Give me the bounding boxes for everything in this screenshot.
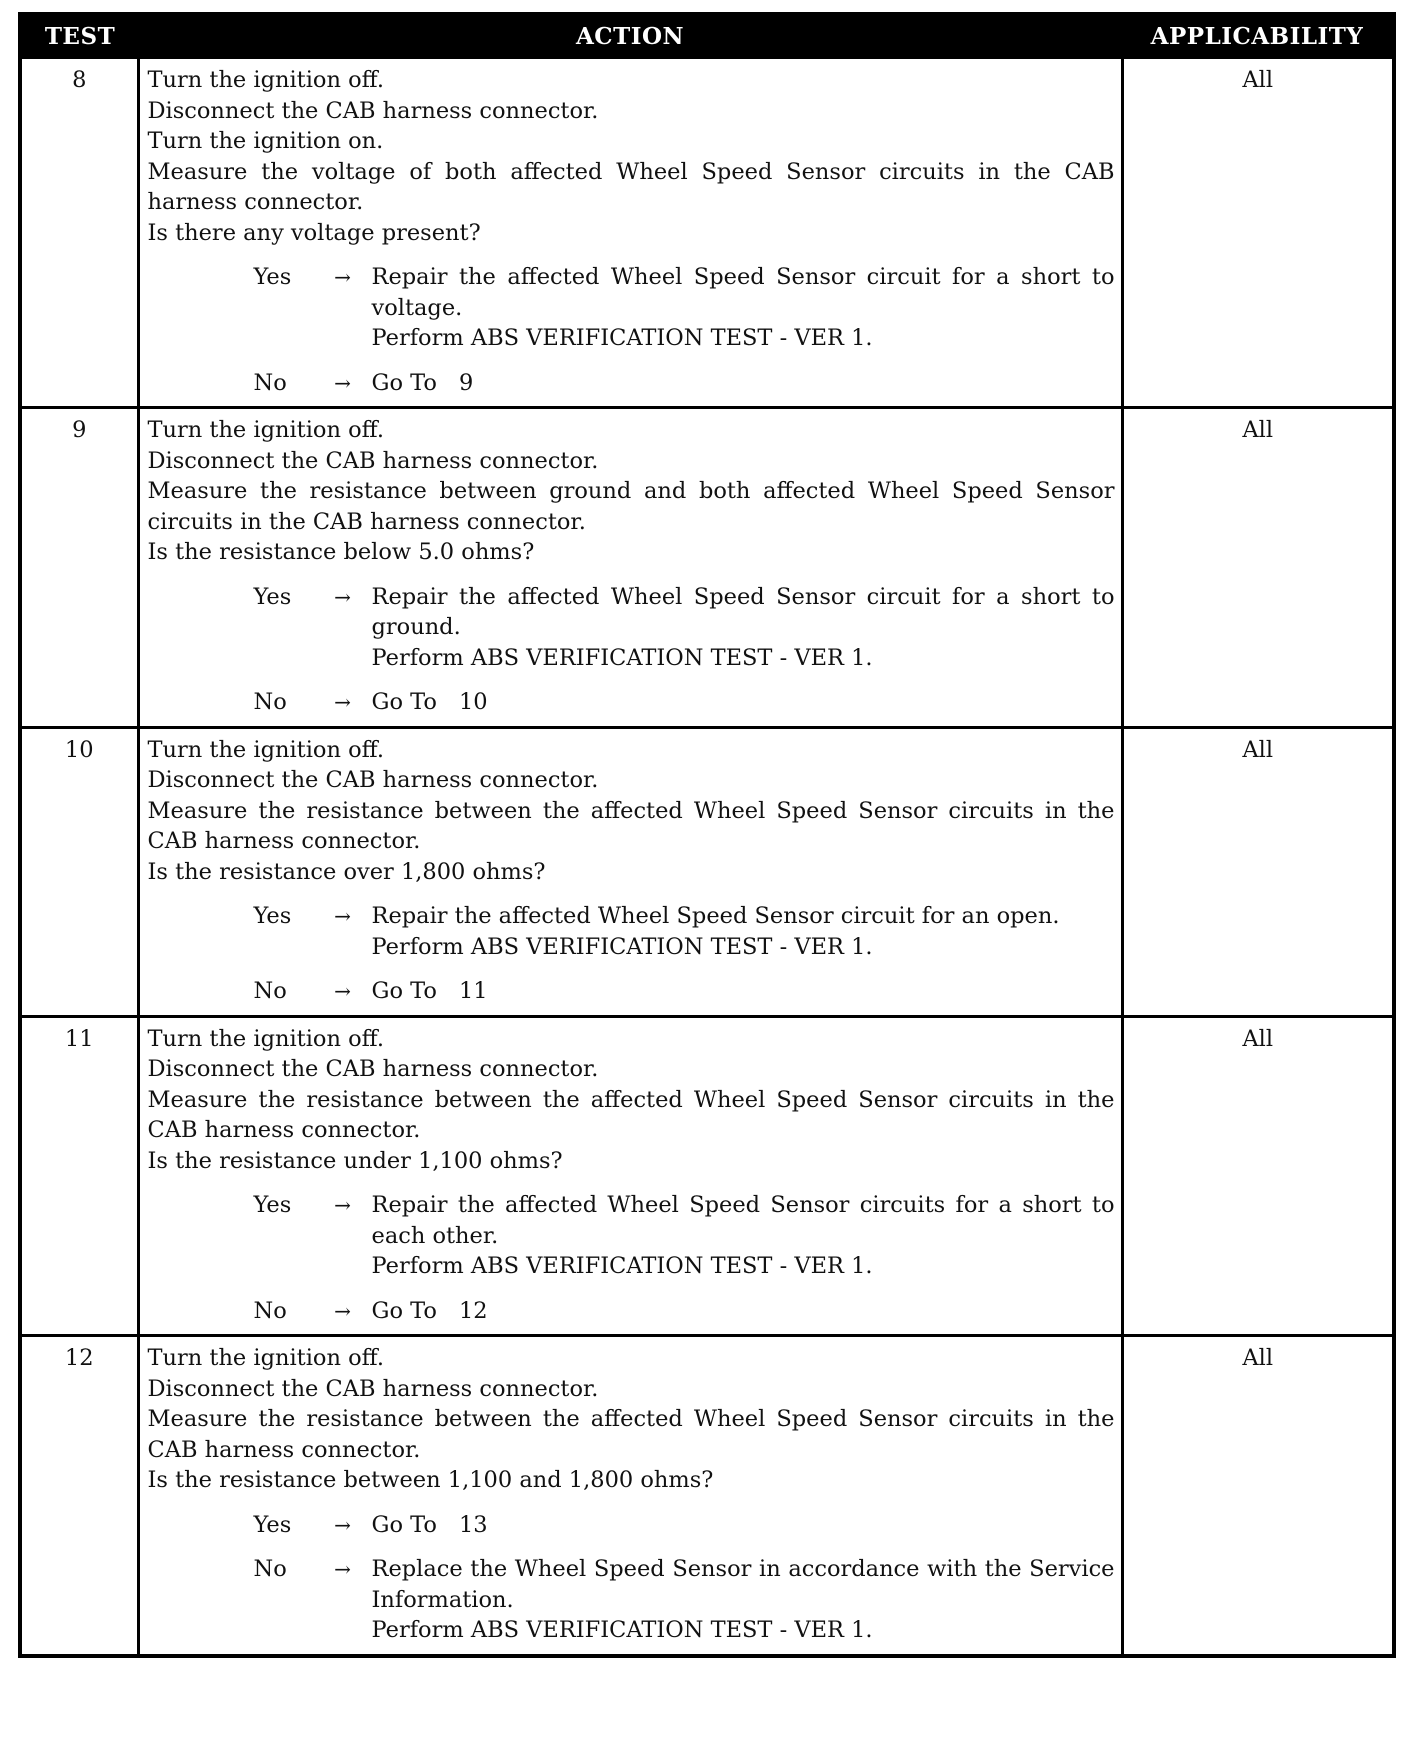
goto-text: Go To (371, 978, 437, 1004)
applicability-value: All (1122, 1336, 1394, 1656)
no-result (148, 976, 1115, 1007)
yes-outcome (372, 901, 1115, 962)
action-step: Disconnect the CAB harness connector. (147, 1375, 599, 1402)
goto-test-number: 12 (458, 1297, 488, 1324)
action-step: Measure the resistance between the affected Wheel Speed Sensor circuits in the CAB harness connector. (147, 1406, 1115, 1463)
arrow-icon: → (334, 1193, 351, 1217)
action-step: Disconnect the CAB harness connector. (147, 97, 599, 124)
no-outcome (372, 976, 1115, 1007)
header-applicability: APPLICABILITY (1122, 14, 1394, 58)
outcome-line: Repair the affected Wheel Speed Sensor circuits for a short to each other. (371, 1192, 1115, 1249)
outcome-line: Perform ABS VERIFICATION TEST - VER 1. (371, 325, 873, 351)
arrow-icon: → (334, 370, 351, 395)
no-label: No (253, 1556, 287, 1582)
test-number: 8 (20, 58, 138, 408)
arrow-icon: → (334, 979, 351, 1003)
outcome-line: Repair the affected Wheel Speed Sensor circuit for a short to ground. (371, 583, 1115, 640)
goto-test-number: 10 (458, 689, 488, 715)
arrow-icon: → (334, 1512, 351, 1537)
action-cell (138, 58, 1122, 408)
action-step: Is the resistance under 1,100 ohms? (147, 1147, 563, 1174)
yes-outcome (372, 262, 1115, 354)
test-number: 10 (20, 727, 138, 1016)
no-outcome (372, 687, 1115, 718)
goto-test-number: 11 (458, 978, 488, 1004)
action-step: Measure the resistance between the affected Wheel Speed Sensor circuits in the CAB harness connector. (147, 1086, 1115, 1143)
arrow-icon: → (334, 690, 351, 714)
yes-label: Yes (253, 1511, 292, 1538)
arrow-icon: → (334, 265, 351, 289)
yes-label: Yes (253, 1192, 292, 1218)
action-step: Measure the resistance between ground and both affected Wheel Speed Sensor circuits in the CAB harness connector. (147, 478, 1115, 535)
goto-text: Go To (371, 369, 437, 396)
outcome-line: Perform ABS VERIFICATION TEST - VER 1. (371, 1617, 873, 1643)
no-result (148, 1296, 1115, 1327)
yes-label: Yes (253, 583, 292, 610)
action-step: Turn the ignition off. (147, 1025, 384, 1052)
arrow-icon: → (334, 904, 351, 928)
applicability-value: All (1122, 408, 1394, 728)
action-step: Is the resistance below 5.0 ohms? (147, 539, 535, 565)
table-header-row (20, 14, 1394, 58)
no-outcome (372, 368, 1115, 399)
header-test: TEST (20, 14, 138, 58)
action-step: Is the resistance over 1,800 ohms? (147, 858, 546, 885)
no-label: No (253, 978, 287, 1004)
outcome-line: Replace the Wheel Speed Sensor in accordance with the Service Information. (371, 1556, 1115, 1613)
action-step: Turn the ignition off. (147, 417, 384, 443)
no-label: No (253, 689, 287, 715)
test-number: 11 (20, 1016, 138, 1336)
no-outcome (372, 1296, 1115, 1327)
diagnostic-page (18, 12, 1392, 1658)
table-row (20, 1016, 1394, 1336)
action-step: Measure the voltage of both affected Wheel Speed Sensor circuits in the CAB harness connector. (147, 158, 1115, 215)
action-step: Disconnect the CAB harness connector. (147, 447, 599, 474)
yes-outcome (372, 1510, 1115, 1541)
action-cell (138, 727, 1122, 1016)
action-step: Disconnect the CAB harness connector. (147, 767, 599, 793)
yes-label: Yes (253, 903, 292, 929)
yes-result (148, 1190, 1115, 1282)
yes-result (148, 1510, 1115, 1541)
yes-result (148, 262, 1115, 354)
outcome-line: Perform ABS VERIFICATION TEST - VER 1. (371, 1253, 873, 1279)
no-outcome (372, 1554, 1115, 1646)
action-cell (138, 408, 1122, 728)
goto-test-number: 13 (458, 1511, 488, 1538)
header-action: ACTION (138, 14, 1122, 58)
yes-result (148, 901, 1115, 962)
yes-outcome (372, 582, 1115, 674)
no-result (148, 368, 1115, 399)
table-row (20, 1336, 1394, 1656)
action-step: Turn the ignition off. (147, 736, 384, 763)
action-cell (138, 1016, 1122, 1336)
goto-text: Go To (371, 689, 437, 715)
applicability-value: All (1122, 58, 1394, 408)
action-step: Measure the resistance between the affected Wheel Speed Sensor circuits in the CAB harness connector. (147, 797, 1115, 854)
yes-label: Yes (253, 264, 292, 290)
action-step: Turn the ignition on. (147, 128, 384, 154)
action-step: Turn the ignition off. (147, 67, 384, 93)
goto-text: Go To (371, 1511, 437, 1538)
goto-text: Go To (371, 1297, 437, 1324)
applicability-value: All (1122, 727, 1394, 1016)
no-result (148, 687, 1115, 718)
outcome-line: Repair the affected Wheel Speed Sensor circuit for a short to voltage. (371, 264, 1115, 321)
outcome-line: Perform ABS VERIFICATION TEST - VER 1. (371, 644, 873, 671)
arrow-icon: → (334, 584, 351, 609)
yes-outcome (372, 1190, 1115, 1282)
action-step: Disconnect the CAB harness connector. (147, 1056, 599, 1082)
action-step: Is the resistance between 1,100 and 1,800 ohms? (147, 1467, 714, 1493)
yes-result (148, 582, 1115, 674)
action-step: Turn the ignition off. (147, 1345, 384, 1371)
test-number: 12 (20, 1336, 138, 1656)
table-row (20, 408, 1394, 728)
outcome-line: Perform ABS VERIFICATION TEST - VER 1. (371, 933, 873, 960)
no-label: No (253, 369, 287, 396)
outcome-line: Repair the affected Wheel Speed Sensor circuit for an open. (371, 903, 1060, 929)
applicability-value: All (1122, 1016, 1394, 1336)
table-body (20, 58, 1394, 1656)
test-number: 9 (20, 408, 138, 728)
arrow-icon: → (334, 1557, 351, 1581)
goto-test-number: 9 (458, 369, 474, 396)
table-row (20, 58, 1394, 408)
action-cell (138, 1336, 1122, 1656)
table-row (20, 727, 1394, 1016)
arrow-icon: → (334, 1298, 351, 1323)
no-label: No (253, 1297, 287, 1324)
action-step: Is there any voltage present? (147, 219, 481, 246)
diagnostic-test-table (18, 12, 1396, 1658)
no-result (148, 1554, 1115, 1646)
